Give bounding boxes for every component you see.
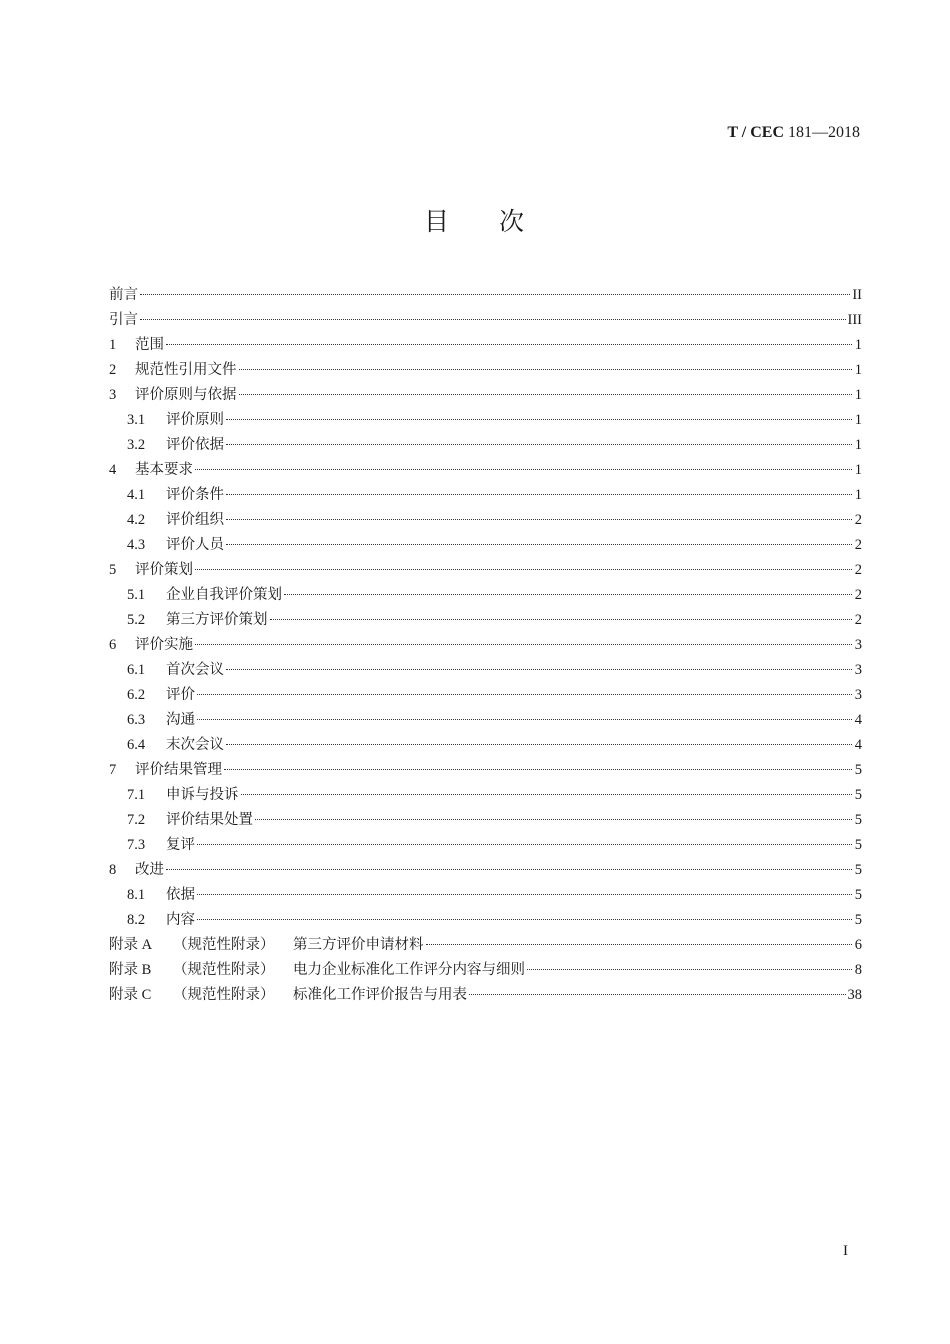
toc-entry[interactable] <box>109 858 862 883</box>
toc-leader-dots <box>284 594 852 595</box>
toc-entry-title: 评价原则 <box>166 412 224 428</box>
toc-entry[interactable] <box>109 458 862 483</box>
toc-entry-number: 4.3 <box>127 537 146 553</box>
toc-entry-page: 1 <box>854 387 862 403</box>
toc-leader-dots <box>197 894 852 895</box>
page-number: I <box>843 1243 848 1259</box>
toc-entry-title: 评价组织 <box>166 512 224 528</box>
toc-leader-dots <box>270 619 853 620</box>
toc-entry-title: 前言 <box>109 287 138 303</box>
toc-entry-page: 2 <box>854 537 862 553</box>
toc-entry-number: 6 <box>109 637 117 653</box>
toc-entry-number: 5.1 <box>127 587 146 603</box>
toc-leader-dots <box>197 919 852 920</box>
toc-leader-dots <box>226 544 852 545</box>
toc-entry[interactable] <box>109 883 862 908</box>
toc-entry-page: 4 <box>854 737 862 753</box>
toc-entry-number: 8.2 <box>127 912 146 928</box>
toc-leader-dots <box>140 319 846 320</box>
toc-entry-page: 5 <box>854 862 862 878</box>
page-title <box>0 202 950 238</box>
toc-entry-title: 评价策划 <box>135 562 193 578</box>
toc-entry-number: 4.1 <box>127 487 146 503</box>
toc-entry-number: 7.3 <box>127 837 146 853</box>
toc-entry-title: 引言 <box>109 312 138 328</box>
toc-entry-page: 1 <box>854 337 862 353</box>
toc-entry-number: 3.1 <box>127 412 146 428</box>
toc-entry-page: II <box>852 287 862 303</box>
toc-entry-title: 首次会议 <box>166 662 224 678</box>
toc-entry-number: 4 <box>109 462 117 478</box>
toc-entry-title: 末次会议 <box>166 737 224 753</box>
toc-leader-dots <box>226 519 852 520</box>
toc-entry-page: 1 <box>854 437 862 453</box>
standard-code-number: 181—2018 <box>788 124 860 141</box>
toc-entry-number: 1 <box>109 337 117 353</box>
toc-leader-dots <box>166 869 852 870</box>
toc-leader-dots <box>224 769 852 770</box>
toc-entry-title: 依据 <box>166 887 195 903</box>
toc-entry-annex-type: （规范性附录） <box>173 962 275 978</box>
toc-entry-page: 6 <box>854 937 862 953</box>
toc-entry-number: 3.2 <box>127 437 146 453</box>
toc-leader-dots <box>255 819 852 820</box>
toc-entry[interactable] <box>109 558 862 583</box>
toc-leader-dots <box>226 444 852 445</box>
toc-entry-number: 6.4 <box>127 737 146 753</box>
toc-entry[interactable] <box>109 633 862 658</box>
toc-entry[interactable] <box>109 383 862 408</box>
toc-leader-dots <box>140 294 850 295</box>
toc-entry-page: 8 <box>854 962 862 978</box>
toc-entry-title: 第三方评价申请材料 <box>293 937 424 953</box>
page-title-part1: 目 <box>423 207 451 236</box>
toc-entry-number: 8 <box>109 862 117 878</box>
toc-entry-number: 7.2 <box>127 812 146 828</box>
toc-leader-dots <box>426 944 853 945</box>
toc-entry-title: 第三方评价策划 <box>166 612 268 628</box>
toc-entry[interactable] <box>109 808 862 833</box>
toc-entry-title: 评价 <box>166 687 195 703</box>
standard-code <box>727 124 860 142</box>
toc-entry-page: 2 <box>854 562 862 578</box>
toc-entry-title: 电力企业标准化工作评分内容与细则 <box>293 962 525 978</box>
toc-entry-title: 规范性引用文件 <box>135 362 237 378</box>
toc-entry[interactable] <box>109 308 862 333</box>
toc-entry[interactable] <box>109 483 862 508</box>
toc-entry-page: 5 <box>854 887 862 903</box>
page-title-part2: 次 <box>499 207 527 236</box>
toc-entry[interactable] <box>109 433 862 458</box>
toc-leader-dots <box>469 994 846 995</box>
toc-entry-page: 1 <box>854 487 862 503</box>
toc-entry[interactable] <box>109 783 862 808</box>
toc-entry-title: 评价结果处置 <box>166 812 253 828</box>
toc-entry-number: 6.3 <box>127 712 146 728</box>
toc-leader-dots <box>197 844 852 845</box>
toc-entry-page: 5 <box>854 837 862 853</box>
toc-leader-dots <box>166 344 852 345</box>
toc-entry[interactable] <box>109 533 862 558</box>
toc-entry-page: 3 <box>854 637 862 653</box>
toc-entry-title: 评价原则与依据 <box>135 387 237 403</box>
toc-entry-title: 沟通 <box>166 712 195 728</box>
toc-leader-dots <box>527 969 852 970</box>
toc-leader-dots <box>226 669 852 670</box>
toc-entry[interactable] <box>109 358 862 383</box>
toc-entry-page: 2 <box>854 612 862 628</box>
toc-entry[interactable] <box>109 333 862 358</box>
toc-entry[interactable] <box>109 408 862 433</box>
toc-entry[interactable] <box>109 733 862 758</box>
toc-leader-dots <box>195 569 852 570</box>
toc-entry-number: 7.1 <box>127 787 146 803</box>
toc-entry-page: 1 <box>854 412 862 428</box>
toc-entry-page: 1 <box>854 462 862 478</box>
toc-entry-page: III <box>847 312 862 328</box>
toc-leader-dots <box>197 719 852 720</box>
toc-entry-annex-type: （规范性附录） <box>173 987 275 1003</box>
toc-entry-number: 附录 C <box>109 987 152 1003</box>
toc-entry-page: 3 <box>854 687 862 703</box>
toc-entry-title: 评价实施 <box>135 637 193 653</box>
toc-leader-dots <box>226 419 852 420</box>
standard-code-prefix: T / CEC <box>727 124 788 141</box>
toc-entry[interactable] <box>109 833 862 858</box>
toc-entry-page: 1 <box>854 362 862 378</box>
toc-entry-page: 5 <box>854 912 862 928</box>
toc-entry-number: 5.2 <box>127 612 146 628</box>
toc-entry-number: 8.1 <box>127 887 146 903</box>
toc-entry[interactable] <box>109 683 862 708</box>
toc-entry-title: 评价条件 <box>166 487 224 503</box>
toc-entry[interactable] <box>109 508 862 533</box>
toc-entry-number: 附录 A <box>109 937 153 953</box>
toc-entry-number: 4.2 <box>127 512 146 528</box>
toc-leader-dots <box>239 369 853 370</box>
toc-entry[interactable] <box>109 708 862 733</box>
toc-leader-dots <box>226 744 852 745</box>
toc-entry[interactable] <box>109 958 862 983</box>
toc-entry-page: 4 <box>854 712 862 728</box>
toc-entry-title: 复评 <box>166 837 195 853</box>
toc-entry-page: 5 <box>854 787 862 803</box>
toc-leader-dots <box>197 694 852 695</box>
toc-entry-page: 5 <box>854 762 862 778</box>
toc-entry-title: 基本要求 <box>135 462 193 478</box>
toc-entry-title: 评价依据 <box>166 437 224 453</box>
toc-entry-page: 5 <box>854 812 862 828</box>
toc-entry-annex-type: （规范性附录） <box>173 937 275 953</box>
toc-leader-dots <box>239 394 853 395</box>
toc-entry[interactable] <box>109 583 862 608</box>
toc-entry-page: 2 <box>854 587 862 603</box>
toc-entry[interactable] <box>109 283 862 308</box>
toc-entry-title: 范围 <box>135 337 164 353</box>
toc-entry[interactable] <box>109 658 862 683</box>
toc-entry-title: 标准化工作评价报告与用表 <box>293 987 467 1003</box>
table-of-contents <box>109 283 862 1008</box>
toc-entry[interactable] <box>109 608 862 633</box>
toc-entry-number: 6.1 <box>127 662 146 678</box>
toc-leader-dots <box>195 644 852 645</box>
toc-entry-title: 评价人员 <box>166 537 224 553</box>
toc-entry[interactable] <box>109 933 862 958</box>
toc-entry-title: 内容 <box>166 912 195 928</box>
toc-entry-page: 2 <box>854 512 862 528</box>
toc-entry-number: 6.2 <box>127 687 146 703</box>
toc-entry-title: 申诉与投诉 <box>166 787 239 803</box>
toc-entry[interactable] <box>109 908 862 933</box>
toc-entry-number: 附录 B <box>109 962 152 978</box>
toc-entry-number: 2 <box>109 362 117 378</box>
toc-leader-dots <box>195 469 852 470</box>
toc-entry-number: 3 <box>109 387 117 403</box>
toc-entry-title: 评价结果管理 <box>135 762 222 778</box>
toc-entry-title: 企业自我评价策划 <box>166 587 282 603</box>
toc-entry-number: 5 <box>109 562 117 578</box>
toc-entry-page: 3 <box>854 662 862 678</box>
toc-entry-page: 38 <box>847 987 862 1003</box>
toc-entry-number: 7 <box>109 762 117 778</box>
toc-entry-title: 改进 <box>135 862 164 878</box>
toc-entry[interactable] <box>109 983 862 1008</box>
toc-leader-dots <box>241 794 853 795</box>
toc-entry[interactable] <box>109 758 862 783</box>
toc-leader-dots <box>226 494 852 495</box>
